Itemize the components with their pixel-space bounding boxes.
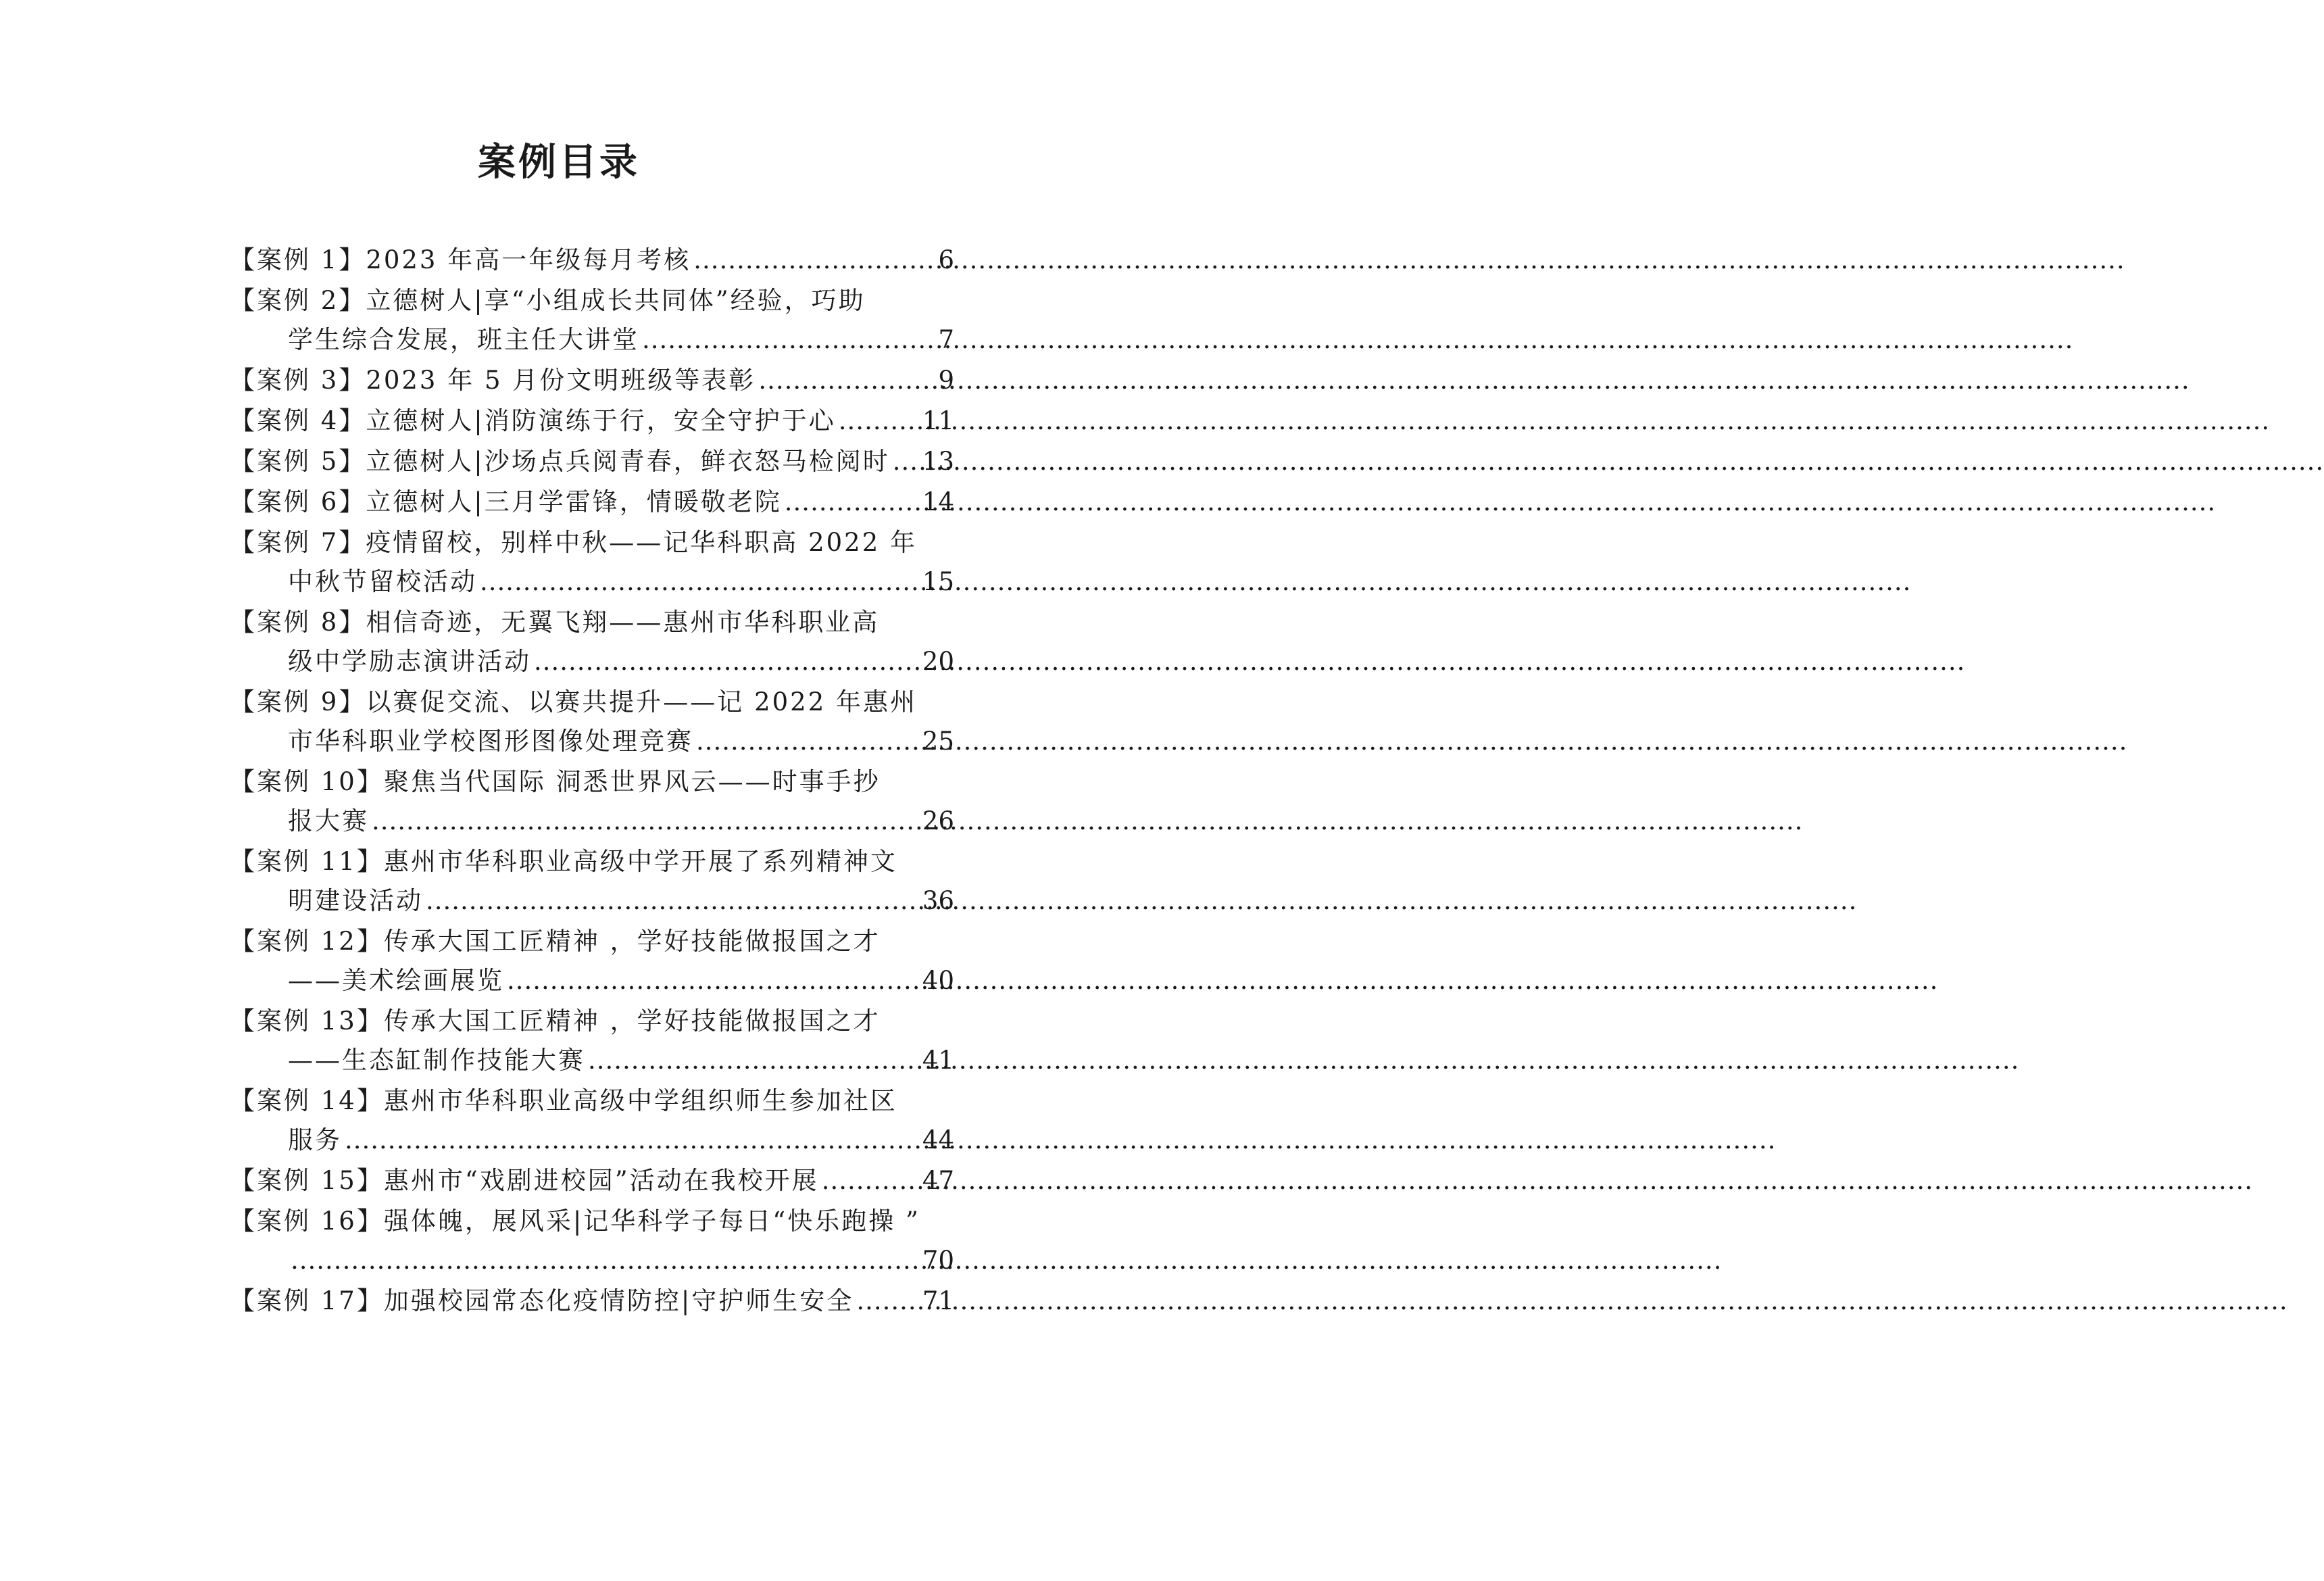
toc-leader-dots xyxy=(426,881,920,921)
toc-entry-label: 【案例 7】 xyxy=(230,528,366,557)
toc-line xyxy=(230,562,954,602)
toc-entry-title: 相信奇迹，无翼飞翔——惠州市华科职业高 xyxy=(366,608,880,637)
toc-entry[interactable] xyxy=(230,1282,954,1321)
toc-page-number: 14 xyxy=(922,487,954,516)
toc-leader-dots xyxy=(480,562,920,602)
toc-page-number: 13 xyxy=(922,447,954,476)
toc-line xyxy=(230,1282,954,1321)
toc-leader-dots xyxy=(534,642,920,681)
toc-line xyxy=(230,802,954,841)
toc-line xyxy=(230,442,954,481)
toc-line xyxy=(230,483,954,522)
toc-entry[interactable] xyxy=(230,361,954,400)
toc-leader-dots xyxy=(893,442,920,481)
toc-page-number: 44 xyxy=(922,1125,954,1154)
toc-page-number: 41 xyxy=(922,1046,954,1075)
table-of-contents xyxy=(230,241,954,1322)
toc-entry[interactable] xyxy=(230,922,954,1000)
toc-line xyxy=(230,1081,954,1121)
toc-entry-title: 明建设活动 xyxy=(288,886,423,915)
toc-leader-dots xyxy=(758,361,935,400)
toc-entry-label: 【案例 4】 xyxy=(230,406,366,435)
toc-entry-label: 【案例 15】 xyxy=(230,1166,384,1195)
toc-line xyxy=(230,603,954,642)
toc-line xyxy=(230,523,954,562)
toc-entry-label: 【案例 2】 xyxy=(230,286,366,315)
toc-line xyxy=(230,402,954,441)
toc-leader-dots xyxy=(345,1121,920,1160)
toc-entry[interactable] xyxy=(230,762,954,841)
toc-entry-label: 【案例 8】 xyxy=(230,608,366,637)
toc-entry-label: 【案例 9】 xyxy=(230,687,366,716)
toc-line xyxy=(230,1121,954,1160)
toc-line xyxy=(230,1041,954,1080)
toc-entry[interactable] xyxy=(230,241,954,280)
toc-page-number: 70 xyxy=(922,1246,954,1275)
toc-entry[interactable] xyxy=(230,842,954,921)
toc-entry-title: 学生综合发展，班主任大讲堂 xyxy=(288,325,639,354)
toc-entry-title: 聚焦当代国际 洞悉世界风云——时事手抄 xyxy=(383,767,881,796)
toc-entry-title: 2023 年高一年级每月考核 xyxy=(366,245,691,274)
toc-line xyxy=(230,281,954,320)
toc-entry[interactable] xyxy=(230,483,954,522)
toc-entry-title: 强体魄，展风采|记华科学子每日“快乐跑操 ” xyxy=(383,1207,920,1236)
toc-entry-title: 级中学励志演讲活动 xyxy=(288,647,531,676)
toc-entry-label: 【案例 16】 xyxy=(230,1207,384,1236)
toc-leader-dots xyxy=(856,1282,920,1321)
toc-entry-title: 加强校园常态化疫情防控|守护师生安全 xyxy=(383,1286,854,1315)
toc-entry-title: 报大赛 xyxy=(288,806,369,835)
toc-entry-title: 立德树人|三月学雷锋，情暖敬老院 xyxy=(366,487,782,516)
toc-page-number: 11 xyxy=(922,406,954,435)
toc-entry-title: 以赛促交流、以赛共提升——记 2022 年惠州 xyxy=(366,687,917,716)
toc-page-number: 36 xyxy=(922,886,954,915)
toc-entry-label: 【案例 5】 xyxy=(230,447,366,476)
toc-entry-label: 【案例 14】 xyxy=(230,1086,384,1115)
toc-entry-title: ——生态缸制作技能大赛 xyxy=(288,1046,585,1075)
toc-leader-dots xyxy=(642,320,935,360)
toc-leader-dots xyxy=(822,1161,920,1200)
toc-entry-label: 【案例 1】 xyxy=(230,245,366,274)
toc-leader-dots xyxy=(785,483,920,522)
toc-page-number: 20 xyxy=(922,647,954,676)
toc-leader-dots xyxy=(372,802,920,841)
toc-line xyxy=(230,881,954,921)
toc-entry-title: 疫情留校，别样中秋——记华科职高 2022 年 xyxy=(366,528,917,557)
toc-line xyxy=(230,961,954,1000)
toc-page-number: 26 xyxy=(922,806,954,835)
toc-entry-label: 【案例 11】 xyxy=(230,847,384,876)
toc-entry[interactable] xyxy=(230,281,954,360)
toc-entry-title: 传承大国工匠精神 ，学好技能做报国之才 xyxy=(383,1006,881,1036)
toc-page-number: 7 xyxy=(938,325,954,354)
toc-entry[interactable] xyxy=(230,1002,954,1080)
toc-entry-title: 立德树人|沙场点兵阅青春，鲜衣怒马检阅时 xyxy=(366,447,890,476)
toc-entry-label: 【案例 6】 xyxy=(230,487,366,516)
toc-line xyxy=(230,842,954,881)
toc-leader-dots xyxy=(588,1041,920,1080)
toc-entry[interactable] xyxy=(230,523,954,602)
toc-leader-dots xyxy=(839,402,920,441)
toc-entry[interactable] xyxy=(230,683,954,761)
toc-line xyxy=(230,762,954,802)
toc-entry-label: 【案例 13】 xyxy=(230,1006,384,1036)
toc-page-number: 25 xyxy=(922,727,954,756)
toc-leader-dots xyxy=(693,241,935,280)
toc-entry-title: 服务 xyxy=(288,1125,342,1154)
toc-line xyxy=(230,320,954,360)
page-title: 案例目录 xyxy=(478,141,640,185)
toc-entry-title: 2023 年 5 月份文明班级等表彰 xyxy=(366,366,756,395)
toc-page-number: 40 xyxy=(922,966,954,995)
toc-entry[interactable] xyxy=(230,1161,954,1200)
toc-entry[interactable] xyxy=(230,1081,954,1160)
toc-page-number: 9 xyxy=(938,366,954,395)
toc-page-number: 47 xyxy=(922,1166,954,1195)
toc-entry-title: 惠州市华科职业高级中学组织师生参加社区 xyxy=(383,1086,897,1115)
toc-line xyxy=(230,1241,954,1280)
toc-entry-label: 【案例 12】 xyxy=(230,927,384,956)
toc-leader-dots xyxy=(507,961,920,1000)
toc-entry[interactable] xyxy=(230,442,954,481)
toc-entry-title: 立德树人|享“小组成长共同体”经验，巧助 xyxy=(366,286,866,315)
toc-entry-title: ——美术绘画展览 xyxy=(288,966,504,995)
toc-entry[interactable] xyxy=(230,402,954,441)
toc-leader-dots xyxy=(291,1241,920,1280)
toc-entry-title: 惠州市华科职业高级中学开展了系列精神文 xyxy=(383,847,897,876)
toc-line xyxy=(230,642,954,681)
toc-line xyxy=(230,922,954,961)
toc-entry-title: 传承大国工匠精神 ，学好技能做报国之才 xyxy=(383,927,881,956)
toc-line xyxy=(230,361,954,400)
toc-line xyxy=(230,1161,954,1200)
toc-entry-title: 中秋节留校活动 xyxy=(288,567,477,596)
toc-line xyxy=(230,1002,954,1041)
toc-leader-dots xyxy=(696,722,920,761)
toc-page-number: 71 xyxy=(922,1286,954,1315)
toc-entry[interactable] xyxy=(230,603,954,681)
toc-page-number: 6 xyxy=(938,245,954,274)
toc-entry[interactable] xyxy=(230,1202,954,1280)
toc-line xyxy=(230,722,954,761)
toc-line xyxy=(230,683,954,722)
toc-entry-title: 立德树人|消防演练于行，安全守护于心 xyxy=(366,406,836,435)
toc-line xyxy=(230,241,954,280)
toc-line xyxy=(230,1202,954,1241)
toc-entry-title: 市华科职业学校图形图像处理竞赛 xyxy=(288,727,693,756)
toc-entry-title: 惠州市“戏剧进校园”活动在我校开展 xyxy=(383,1166,819,1195)
toc-entry-label: 【案例 3】 xyxy=(230,366,366,395)
toc-entry-label: 【案例 17】 xyxy=(230,1286,384,1315)
toc-page-number: 15 xyxy=(922,567,954,596)
toc-entry-label: 【案例 10】 xyxy=(230,767,384,796)
